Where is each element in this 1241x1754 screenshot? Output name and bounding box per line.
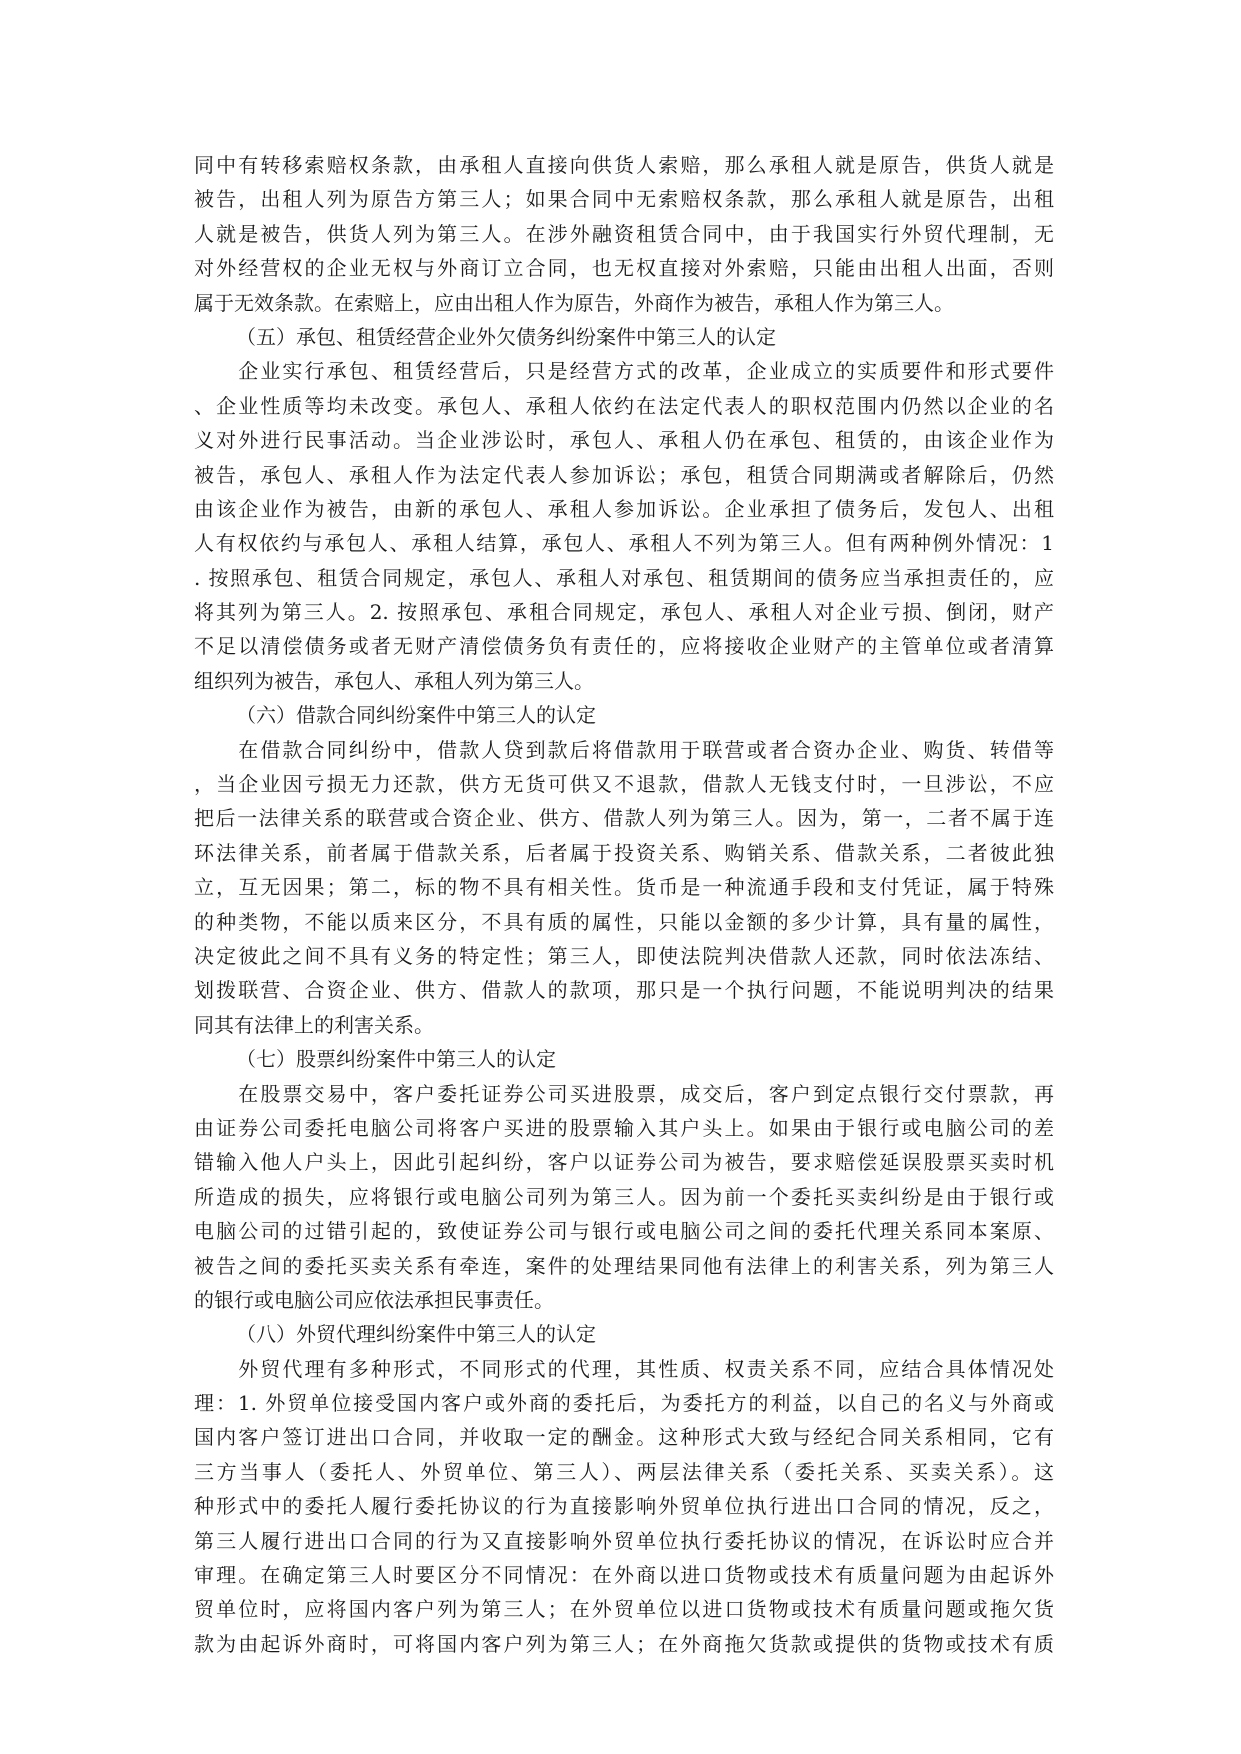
- text-line: 把后一法律关系的联营或合资企业、供方、借款人列为第三人。因为，第一，二者不属于连: [194, 806, 1054, 831]
- text-line: 由证券公司委托电脑公司将客户买进的股票输入其户头上。如果由于银行或电脑公司的差: [194, 1115, 1054, 1140]
- text-line: 电脑公司的过错引起的，致使证券公司与银行或电脑公司之间的委托代理关系同本案原、: [194, 1219, 1054, 1244]
- text-line: 错输入他人户头上，因此引起纠纷，客户以证券公司为被告，要求赔偿延误股票买卖时机: [194, 1150, 1054, 1175]
- text-line: 被告，承包人、承租人作为法定代表人参加诉讼；承包，租赁合同期满或者解除后，仍然: [194, 462, 1054, 487]
- text-line: 所造成的损失，应将银行或电脑公司列为第三人。因为前一个委托买卖纠纷是由于银行或: [194, 1184, 1054, 1209]
- text-line: 同其有法律上的利害关系。: [194, 1012, 434, 1037]
- section-heading: （六）借款合同纠纷案件中第三人的认定: [236, 703, 596, 728]
- text-line: 人就是被告，供货人列为第三人。在涉外融资租赁合同中，由于我国实行外贸代理制，无: [194, 221, 1054, 246]
- text-line: 三方当事人（委托人、外贸单位、第三人）、两层法律关系（委托关系、买卖关系）。这: [194, 1459, 1054, 1484]
- text-line: 属于无效条款。在索赔上，应由出租人作为原告，外商作为被告，承租人作为第三人。: [194, 290, 954, 315]
- text-line: 外贸代理有多种形式，不同形式的代理，其性质、权责关系不同，应结合具体情况处: [194, 1356, 1054, 1381]
- text-line: 被告，出租人列为原告方第三人；如果合同中无索赔权条款，那么承租人就是原告，出租: [194, 187, 1054, 212]
- text-line: 同中有转移索赔权条款，由承租人直接向供货人索赔，那么承租人就是原告，供货人就是: [194, 153, 1054, 177]
- text-line: 在股票交易中，客户委托证券公司买进股票，成交后，客户到定点银行交付票款，再: [194, 1081, 1054, 1106]
- text-line: . 按照承包、租赁合同规定，承包人、承租人对承包、租赁期间的债务应当承担责任的，应: [194, 565, 1054, 590]
- section-heading: （七）股票纠纷案件中第三人的认定: [236, 1047, 556, 1072]
- text-line: 理：1. 外贸单位接受国内客户或外商的委托后，为委托方的利益，以自己的名义与外商或: [194, 1391, 1054, 1416]
- text-line: 划拨联营、合资企业、供方、借款人的款项，那只是一个执行问题，不能说明判决的结果: [194, 978, 1054, 1003]
- text-line: 、企业性质等均未改变。承包人、承租人依约在法定代表人的职权范围内仍然以企业的名: [194, 393, 1054, 418]
- text-line: 立，互无因果；第二，标的物不具有相关性。货币是一种流通手段和支付凭证，属于特殊: [194, 875, 1054, 900]
- text-line: 环法律关系，前者属于借款关系，后者属于投资关系、购销关系、借款关系，二者彼此独: [194, 840, 1054, 865]
- text-line: 审理。在确定第三人时要区分不同情况：在外商以进口货物或技术有质量问题为由起诉外: [194, 1563, 1054, 1588]
- text-line: ，当企业因亏损无力还款，供方无货可供又不退款，借款人无钱支付时，一旦涉讼，不应: [194, 772, 1054, 797]
- section-heading: （八）外贸代理纠纷案件中第三人的认定: [236, 1322, 596, 1347]
- text-line: 义对外进行民事活动。当企业涉讼时，承包人、承租人仍在承包、租赁的，由该企业作为: [194, 428, 1054, 453]
- text-line: 国内客户签订进出口合同，并收取一定的酬金。这种形式大致与经纪合同关系相同，它有: [194, 1425, 1054, 1450]
- text-line: 的种类物，不能以质来区分，不具有质的属性，只能以金额的多少计算，具有量的属性，: [194, 909, 1054, 934]
- text-line: 对外经营权的企业无权与外商订立合同，也无权直接对外索赔，只能由出租人出面，否则: [194, 256, 1054, 281]
- text-line: 企业实行承包、租赁经营后，只是经营方式的改革，企业成立的实质要件和形式要件: [194, 359, 1054, 384]
- text-line: 不足以清偿债务或者无财产清偿债务负有责任的，应将接收企业财产的主管单位或者清算: [194, 634, 1054, 659]
- text-line: 人有权依约与承包人、承租人结算，承包人、承租人不列为第三人。但有两种例外情况：1: [194, 531, 1054, 556]
- text-line: 组织列为被告，承包人、承租人列为第三人。: [194, 668, 594, 693]
- text-line: 在借款合同纠纷中，借款人贷到款后将借款用于联营或者合资办企业、购货、转借等: [194, 737, 1054, 762]
- text-line: 第三人履行进出口合同的行为又直接影响外贸单位执行委托协议的情况，在诉讼时应合并: [194, 1528, 1054, 1553]
- text-line: 决定彼此之间不具有义务的特定性；第三人，即使法院判决借款人还款，同时依法冻结、: [194, 943, 1054, 968]
- text-line: 被告之间的委托买卖关系有牵连，案件的处理结果同他有法律上的利害关系，列为第三人: [194, 1253, 1054, 1278]
- document-body: [194, 148, 1054, 1661]
- text-line: 由该企业作为被告，由新的承包人、承租人参加诉讼。企业承担了债务后，发包人、出租: [194, 496, 1054, 521]
- section-heading: （五）承包、租赁经营企业外欠债务纠纷案件中第三人的认定: [236, 324, 776, 349]
- text-line: 贸单位时，应将国内客户列为第三人；在外贸单位以进口货物或技术有质量问题或拖欠货: [194, 1597, 1054, 1622]
- text-line: 的银行或电脑公司应依法承担民事责任。: [194, 1287, 554, 1312]
- text-line: 种形式中的委托人履行委托协议的行为直接影响外贸单位执行进出口合同的情况，反之，: [194, 1494, 1054, 1519]
- text-line: 款为由起诉外商时，可将国内客户列为第三人；在外商拖欠货款或提供的货物或技术有质: [194, 1631, 1054, 1656]
- text-line: 将其列为第三人。2. 按照承包、承租合同规定，承包人、承租人对企业亏损、倒闭，财产: [194, 600, 1054, 625]
